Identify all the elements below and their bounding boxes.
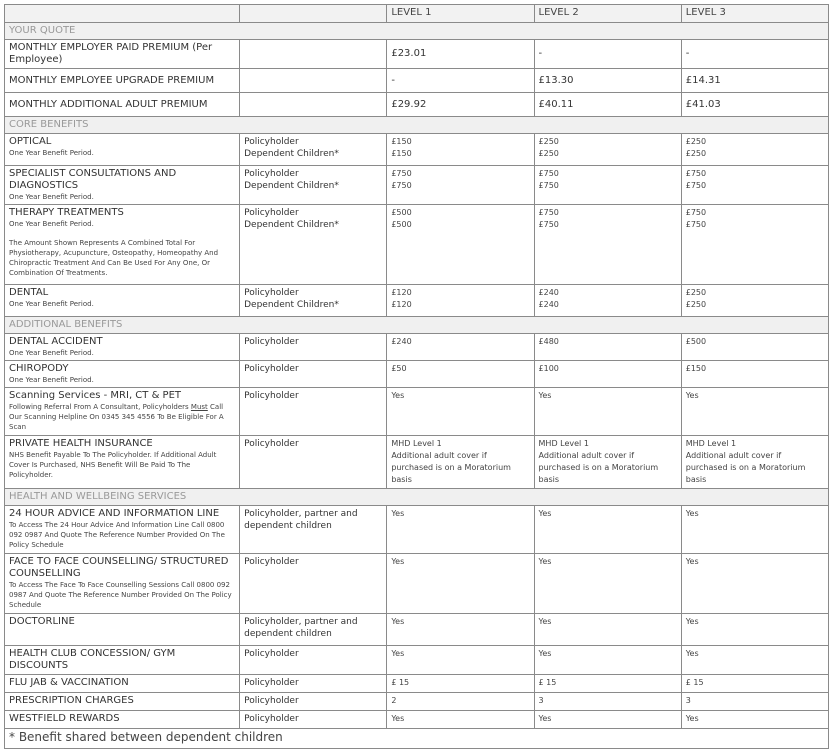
- benefit-value: £250: [685, 137, 707, 146]
- benefit-row-specialist: [5, 166, 829, 205]
- benefit-value: Yes: [387, 388, 534, 436]
- benefit-row-optical: [5, 134, 829, 166]
- benefit-title: PRESCRIPTION CHARGES: [9, 695, 134, 706]
- benefit-value: Yes: [534, 646, 681, 675]
- benefit-subtitle: One Year Benefit Period.: [9, 349, 94, 357]
- benefit-value: £480: [534, 334, 681, 361]
- benefit-value-cell: [387, 166, 534, 205]
- benefit-name-cell: [5, 614, 240, 646]
- premium-value: -: [534, 40, 681, 69]
- benefit-value: Yes: [387, 614, 534, 646]
- benefit-note: The Amount Shown Represents A Combined Total For Physiotherapy, Acupuncture, Osteopathy, Homeopathy And Chiropractic Treatment And Can Be Used For Any One, Or Combination Of Treatments.: [9, 239, 219, 277]
- coverage-item: Policyholder: [244, 288, 299, 298]
- premium-value: -: [387, 69, 534, 93]
- benefit-value: Yes: [681, 646, 828, 675]
- quote-table: [4, 4, 829, 749]
- coverage-item: Policyholder: [240, 388, 387, 436]
- benefit-value-cell: [387, 134, 534, 166]
- coverage-item: Dependent Children*: [244, 220, 339, 230]
- benefit-value: Yes: [534, 711, 681, 729]
- benefit-value: £240: [538, 288, 559, 297]
- benefit-title: PRIVATE HEALTH INSURANCE: [9, 438, 153, 449]
- benefit-value-cell: [387, 285, 534, 317]
- benefit-row-westfield: [5, 711, 829, 729]
- coverage-cell: [240, 285, 387, 317]
- benefit-row-advice-line: [5, 506, 829, 554]
- premium-blank: [240, 93, 387, 117]
- section-additional-benefits: [5, 317, 829, 334]
- benefit-name-cell: [5, 361, 240, 388]
- benefit-value: 2: [387, 693, 534, 711]
- coverage-cell: [240, 166, 387, 205]
- benefit-value: MHD Level 1: [538, 439, 589, 448]
- benefit-subtitle: One Year Benefit Period.: [9, 193, 94, 201]
- premium-row-additional-adult: [5, 93, 829, 117]
- benefit-value: Yes: [681, 506, 828, 554]
- benefit-name-cell: [5, 506, 240, 554]
- benefit-name-cell: [5, 166, 240, 205]
- subtitle-emphasis: Must: [190, 403, 208, 411]
- benefit-note: Additional adult cover if purchased is on a Moratorium basis: [391, 451, 511, 484]
- benefit-title: DENTAL ACCIDENT: [9, 336, 103, 347]
- benefit-value: Yes: [681, 614, 828, 646]
- benefit-value-cell: [681, 285, 828, 317]
- benefit-value: £250: [685, 288, 707, 297]
- benefit-value-cell: [534, 134, 681, 166]
- benefit-value: Yes: [534, 614, 681, 646]
- benefit-name-cell: [5, 675, 240, 693]
- benefit-title: Scanning Services - MRI, CT & PET: [9, 390, 182, 401]
- benefit-row-dental: [5, 285, 829, 317]
- coverage-item: Dependent Children*: [244, 300, 339, 310]
- benefit-row-dental-accident: [5, 334, 829, 361]
- benefit-value: £500: [681, 334, 828, 361]
- section-your-quote: [5, 23, 829, 40]
- coverage-item: Policyholder, partner and dependent children: [240, 506, 387, 554]
- benefit-subtitle: One Year Benefit Period.: [9, 220, 94, 228]
- coverage-item: Policyholder: [240, 554, 387, 614]
- subtitle-text: Call Our Scanning Helpline On 0345 345 4556 To Be Eligible For A Scan: [9, 403, 224, 431]
- header-row: [5, 5, 829, 23]
- benefit-value: £500: [391, 208, 412, 217]
- benefit-title: SPECIALIST CONSULTATIONS AND DIAGNOSTICS: [9, 168, 177, 191]
- benefit-title: OPTICAL: [9, 136, 52, 147]
- premium-value: £29.92: [387, 93, 534, 117]
- premium-value: £40.11: [534, 93, 681, 117]
- benefit-value: £750: [685, 169, 707, 178]
- section-core-benefits: [5, 117, 829, 134]
- premium-value: £41.03: [681, 93, 828, 117]
- benefit-value: Yes: [534, 388, 681, 436]
- benefit-value: Yes: [387, 554, 534, 614]
- benefit-value-cell: [534, 205, 681, 285]
- benefit-title: FACE TO FACE COUNSELLING/ STRUCTURED COUNSELLING: [9, 556, 229, 579]
- benefit-value: £750: [391, 169, 412, 178]
- section-title: YOUR QUOTE: [5, 23, 829, 40]
- benefit-subtitle: To Access The 24 Hour Advice And Information Line Call 0800 092 0987 And Quote The Reference Number Provided On The Policy Schedule: [9, 521, 225, 549]
- benefit-subtitle: [9, 402, 235, 432]
- benefit-title: FLU JAB & VACCINATION: [9, 677, 129, 688]
- header-level-2: LEVEL 2: [534, 5, 681, 23]
- benefit-value: £250: [538, 149, 559, 158]
- benefit-value: £ 15: [534, 675, 681, 693]
- benefit-row-therapy: [5, 205, 829, 285]
- benefit-title: HEALTH CLUB CONCESSION/ GYM DISCOUNTS: [9, 648, 176, 671]
- benefit-value: 3: [534, 693, 681, 711]
- benefit-value: Yes: [387, 711, 534, 729]
- premium-value: £23.01: [387, 40, 534, 69]
- premium-value: £13.30: [534, 69, 681, 93]
- premium-row-upgrade: [5, 69, 829, 93]
- benefit-value: MHD Level 1: [391, 439, 442, 448]
- benefit-title: DOCTORLINE: [9, 616, 75, 627]
- benefit-value: £150: [391, 137, 412, 146]
- benefit-row-chiropody: [5, 361, 829, 388]
- benefit-value-cell: [387, 436, 534, 489]
- benefit-value: £120: [391, 288, 412, 297]
- subtitle-text: Following Referral From A Consultant, Policyholders: [9, 403, 191, 411]
- coverage-item: Policyholder: [240, 693, 387, 711]
- benefit-title: DENTAL: [9, 287, 49, 298]
- benefit-value: £750: [685, 181, 707, 190]
- benefit-value: Yes: [534, 554, 681, 614]
- benefit-value-cell: [387, 205, 534, 285]
- benefit-value: 3: [681, 693, 828, 711]
- coverage-item: Dependent Children*: [244, 149, 339, 159]
- benefit-value: MHD Level 1: [685, 439, 737, 448]
- benefit-value: £240: [538, 300, 559, 309]
- coverage-item: Policyholder, partner and dependent children: [240, 614, 387, 646]
- benefit-value-cell: [681, 205, 828, 285]
- benefit-note: Additional adult cover if purchased is on a Moratorium basis: [685, 451, 806, 484]
- benefit-subtitle: One Year Benefit Period.: [9, 149, 94, 157]
- benefit-title: CHIROPODY: [9, 363, 69, 374]
- premium-blank: [240, 69, 387, 93]
- premium-blank: [240, 40, 387, 69]
- footnote-row: [5, 729, 829, 749]
- benefit-value-cell: [681, 436, 828, 489]
- benefit-name-cell: [5, 205, 240, 285]
- benefit-row-counselling: [5, 554, 829, 614]
- header-level-3: LEVEL 3: [681, 5, 828, 23]
- benefit-name-cell: [5, 646, 240, 675]
- benefit-value-cell: [534, 436, 681, 489]
- benefit-name-cell: [5, 388, 240, 436]
- section-title: HEALTH AND WELLBEING SERVICES: [5, 489, 829, 506]
- premium-label: MONTHLY EMPLOYEE UPGRADE PREMIUM: [5, 69, 240, 93]
- benefit-subtitle: NHS Benefit Payable To The Policyholder. If Additional Adult Cover Is Purchased, NHS Benefit Will Be Paid To The Policyholder.: [9, 451, 217, 479]
- coverage-item: Policyholder: [244, 137, 299, 147]
- premium-label: MONTHLY EMPLOYER PAID PREMIUM (Per Employee): [5, 40, 240, 69]
- benefit-value: £ 15: [387, 675, 534, 693]
- benefit-value: £250: [685, 149, 707, 158]
- benefit-value: Yes: [534, 506, 681, 554]
- benefit-row-scanning: [5, 388, 829, 436]
- benefit-name-cell: [5, 554, 240, 614]
- benefit-value: £750: [538, 220, 559, 229]
- coverage-item: Policyholder: [240, 711, 387, 729]
- benefit-value: £240: [387, 334, 534, 361]
- benefit-value: £250: [685, 300, 707, 309]
- benefit-value: £150: [681, 361, 828, 388]
- benefit-name-cell: [5, 711, 240, 729]
- coverage-item: Policyholder: [244, 169, 299, 179]
- coverage-cell: [240, 134, 387, 166]
- benefit-value-cell: [534, 285, 681, 317]
- premium-value: £14.31: [681, 69, 828, 93]
- benefit-subtitle: To Access The Face To Face Counselling Sessions Call 0800 092 0987 And Quote The Reference Number Provided On The Policy Schedule: [9, 581, 232, 609]
- coverage-item: Policyholder: [244, 208, 299, 218]
- header-blank-2: [240, 5, 387, 23]
- coverage-item: Policyholder: [240, 675, 387, 693]
- benefit-value-cell: [534, 166, 681, 205]
- benefit-value: £100: [534, 361, 681, 388]
- benefit-row-health-club: [5, 646, 829, 675]
- coverage-item: Policyholder: [240, 646, 387, 675]
- benefit-value: Yes: [681, 711, 828, 729]
- section-health-wellbeing: [5, 489, 829, 506]
- benefit-value: £750: [391, 181, 412, 190]
- coverage-item: Dependent Children*: [244, 181, 339, 191]
- benefit-value: Yes: [681, 554, 828, 614]
- benefit-value-cell: [681, 166, 828, 205]
- benefit-value: £750: [685, 220, 707, 229]
- benefit-row-prescription: [5, 693, 829, 711]
- benefit-row-flu-jab: [5, 675, 829, 693]
- benefit-name-cell: [5, 436, 240, 489]
- benefit-value: Yes: [387, 506, 534, 554]
- benefit-title: WESTFIELD REWARDS: [9, 713, 120, 724]
- benefit-note: Additional adult cover if purchased is on a Moratorium basis: [538, 451, 659, 484]
- header-level-1: LEVEL 1: [387, 5, 534, 23]
- benefit-name-cell: [5, 693, 240, 711]
- benefit-value: £ 15: [681, 675, 828, 693]
- premium-label: MONTHLY ADDITIONAL ADULT PREMIUM: [5, 93, 240, 117]
- header-blank-1: [5, 5, 240, 23]
- benefit-value: Yes: [681, 388, 828, 436]
- coverage-cell: [240, 205, 387, 285]
- benefit-row-private-health-insurance: [5, 436, 829, 489]
- coverage-item: Policyholder: [240, 334, 387, 361]
- benefit-name-cell: [5, 134, 240, 166]
- benefit-row-doctorline: [5, 614, 829, 646]
- benefit-value: £500: [391, 220, 412, 229]
- benefit-value: £50: [387, 361, 534, 388]
- benefit-name-cell: [5, 334, 240, 361]
- benefit-value: £750: [538, 169, 559, 178]
- footnote: * Benefit shared between dependent children: [5, 729, 829, 749]
- benefit-value: £750: [538, 208, 559, 217]
- benefit-value: Yes: [387, 646, 534, 675]
- benefit-value: £150: [391, 149, 412, 158]
- premium-row-employer: [5, 40, 829, 69]
- premium-value: -: [681, 40, 828, 69]
- benefit-value: £120: [391, 300, 412, 309]
- benefit-value: £750: [685, 208, 707, 217]
- coverage-item: Policyholder: [240, 361, 387, 388]
- section-title: ADDITIONAL BENEFITS: [5, 317, 829, 334]
- benefit-subtitle: One Year Benefit Period.: [9, 376, 94, 384]
- benefit-title: THERAPY TREATMENTS: [9, 207, 124, 218]
- section-title: CORE BENEFITS: [5, 117, 829, 134]
- benefit-value-cell: [681, 134, 828, 166]
- benefit-name-cell: [5, 285, 240, 317]
- benefit-title: 24 HOUR ADVICE AND INFORMATION LINE: [9, 508, 220, 519]
- coverage-item: Policyholder: [240, 436, 387, 489]
- benefit-value: £750: [538, 181, 559, 190]
- benefit-value: £250: [538, 137, 559, 146]
- benefit-subtitle: One Year Benefit Period.: [9, 300, 94, 308]
